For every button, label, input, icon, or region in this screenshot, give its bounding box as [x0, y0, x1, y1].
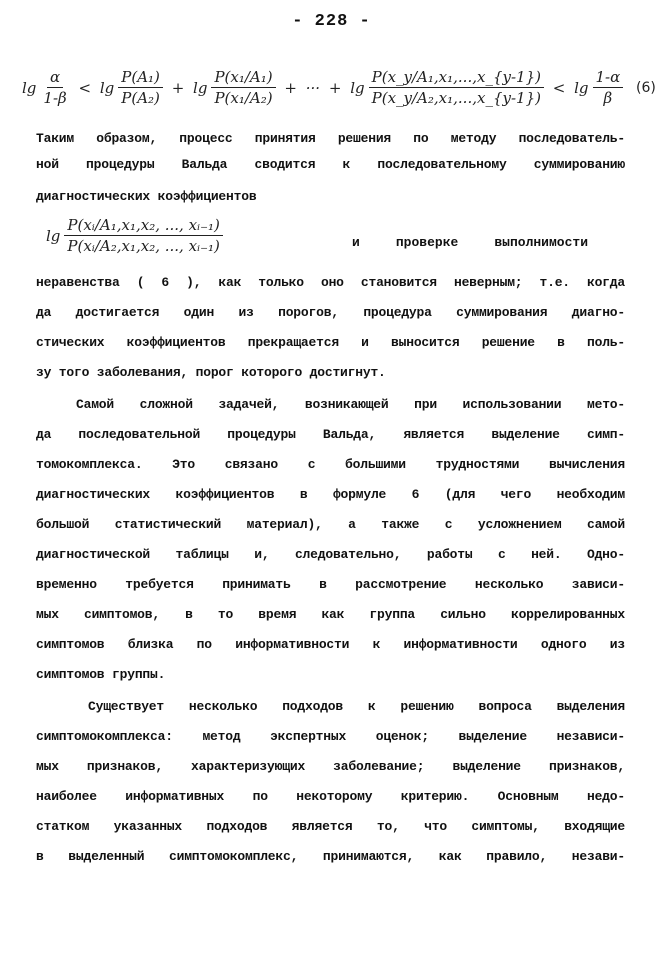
text-line: Таким образом, процесс принятия решения по методу последователь- — [36, 131, 625, 146]
numerator: P(A₁) — [118, 68, 163, 88]
log-operator: lg — [193, 78, 208, 97]
fraction-prior — [118, 68, 163, 107]
text-line: Существует несколько подходов к решению вопроса выделения — [88, 699, 625, 714]
numerator: P(x₁/A₁) — [211, 68, 275, 88]
text-line: большой статистический материал), а также с усложнением самой — [36, 517, 625, 532]
fraction-coefficient — [64, 216, 222, 255]
text-line: наиболее информативных по некоторому критерию. Основным недо- — [36, 789, 625, 804]
denominator: β — [603, 89, 613, 107]
denominator: 1-β — [43, 89, 67, 107]
text-line: диагностических коэффициентов — [36, 189, 257, 204]
text-line: томокомплекса. Это связано с большими трудностями вычисления — [36, 457, 625, 472]
text-line: симптомокомплекса: метод экспертных оценок; выделение независи- — [36, 729, 625, 744]
fraction-alpha-beta — [40, 68, 69, 107]
plus: + — [171, 78, 185, 97]
log-operator: lg — [350, 78, 365, 97]
diagnostic-coefficient-formula — [44, 216, 225, 255]
numerator: P(xᵢ/A₁,x₁,x₂, ..., xᵢ₋₁) — [64, 216, 222, 236]
fraction-threshold — [593, 68, 624, 107]
text-line: неравенства ( 6 ), как только оно становится неверным; т.е. когда — [36, 275, 625, 290]
text-line: симптомов близка по информативности к информативности одного из — [36, 637, 625, 652]
less-than: < — [78, 78, 92, 97]
denominator: P(A₂) — [121, 89, 160, 107]
numerator: α — [47, 68, 63, 88]
log-operator: lg — [99, 78, 115, 97]
ellipsis: ··· — [305, 78, 321, 97]
text-line: зу того заболевания, порог которого достигнут. — [36, 365, 386, 380]
numerator: 1-α — [593, 68, 624, 88]
log-operator: lg — [574, 78, 589, 97]
text-line: временно требуется принимать в рассмотрение несколько зависи- — [36, 577, 625, 592]
text-line: в выделенный симптомокомплекс, принимаются, как правило, незави- — [36, 849, 625, 864]
text-line: диагностической таблицы и, следовательно, работы с ней. Одно- — [36, 547, 625, 562]
text-line: диагностических коэффициентов в формуле 6 (для чего необходим — [36, 487, 625, 502]
fraction-first-symptom — [211, 68, 275, 107]
text-line: симптомов группы. — [36, 667, 166, 682]
plus: + — [328, 78, 342, 97]
plus: + — [284, 78, 297, 97]
denominator: P(xᵢ/A₂,x₁,x₂, ..., xᵢ₋₁) — [67, 237, 220, 255]
text-line: да последовательной процедуры Вальда, является выделение симп- — [36, 427, 625, 442]
text-line: Самой сложной задачей, возникающей при использовании мето- — [76, 397, 625, 412]
denominator: P(x₁/A₂) — [214, 89, 273, 107]
text-line: и проверке выполнимости — [352, 235, 588, 250]
equation-number: (6) — [636, 79, 656, 96]
denominator: P(x_y/A₂,x₁,...,x_{y-1}) — [371, 89, 541, 107]
log-operator: lg — [46, 226, 61, 245]
text-line: стических коэффициентов прекращается и выносится решение в поль- — [36, 335, 625, 350]
numerator: P(x_y/A₁,x₁,...,x_{y-1}) — [369, 68, 544, 88]
log-operator: lg — [22, 78, 37, 97]
less-than: < — [552, 78, 566, 97]
fraction-nth-symptom — [369, 68, 544, 107]
formula-6 — [20, 68, 656, 107]
text-line: статком указанных подходов является то, что симптомы, входящие — [36, 819, 625, 834]
text-line: мых признаков, характеризующих заболевание; выделение признаков, — [36, 759, 625, 774]
text-line: мых симптомов, в то время как группа сильно коррелированных — [36, 607, 625, 622]
page-number: - 228 - — [292, 12, 371, 31]
text-line: ной процедуры Вальда сводится к последовательному суммированию — [36, 157, 625, 172]
text-line: да достигается один из порогов, процедура суммирования диагно- — [36, 305, 625, 320]
